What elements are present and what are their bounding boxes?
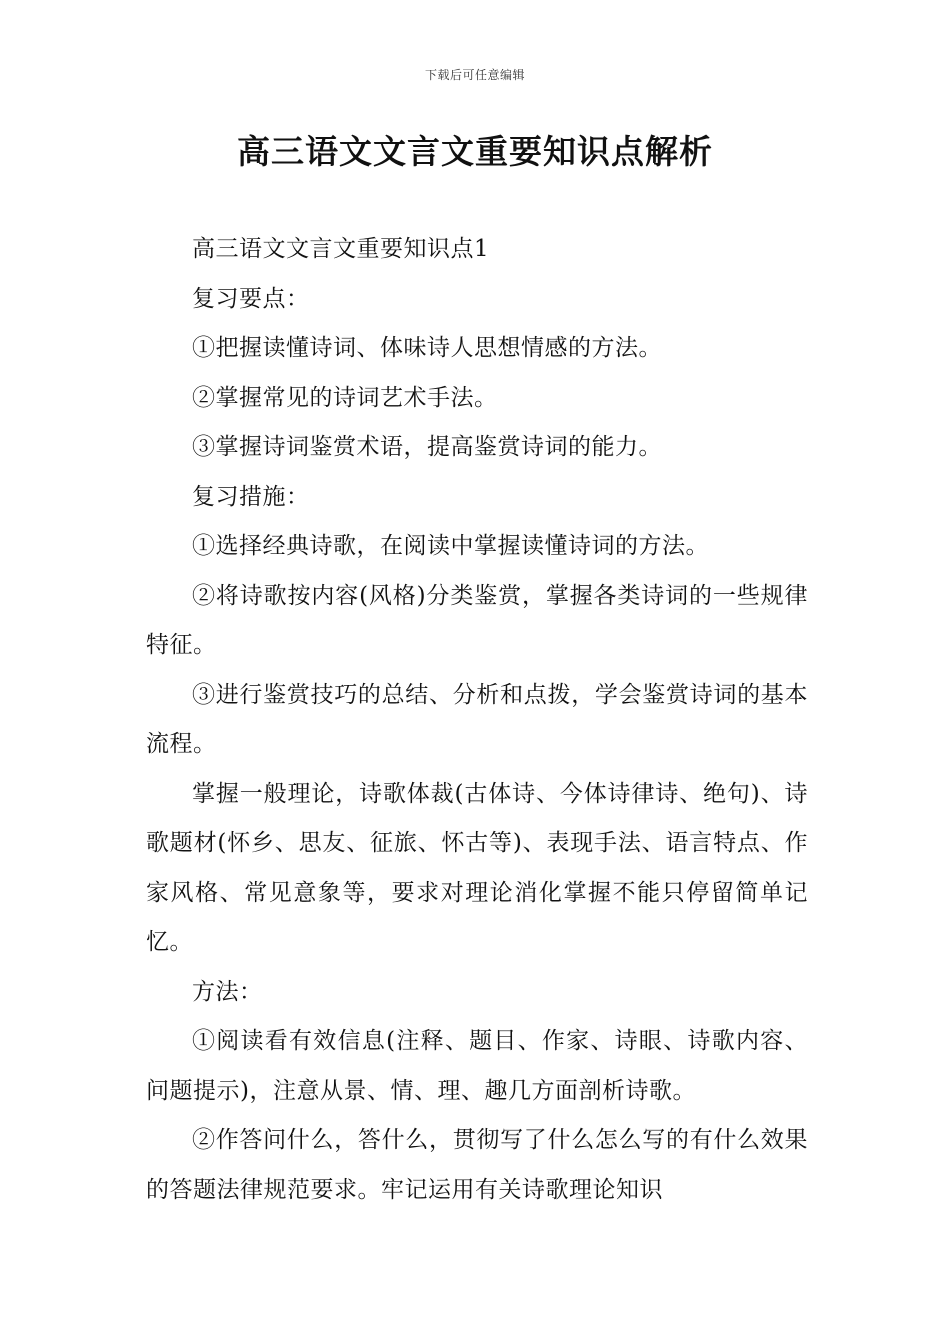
paragraph: ②掌握常见的诗词艺术手法。: [192, 384, 498, 411]
paragraph: ①阅读看有效信息(注释、题目、作家、诗眼、诗歌内容、问题提示)，注意从景、情、理、趣几方面剖析诗歌。: [146, 1028, 808, 1104]
paragraph: ②作答问什么，答什么，贯彻写了什么怎么写的有什么效果的答题法律规范要求。牢记运用有关诗歌理论知识: [146, 1127, 808, 1203]
paragraph: 复习措施：: [192, 483, 310, 510]
document-body: [146, 225, 808, 1215]
paragraph: ①选择经典诗歌，在阅读中掌握读懂诗词的方法。: [192, 533, 709, 559]
paragraph: ②将诗歌按内容(风格)分类鉴赏，掌握各类诗词的一些规律特征。: [146, 582, 808, 658]
paragraph: 方法：: [192, 978, 263, 1005]
paragraph: 复习要点：: [192, 285, 310, 312]
paragraph: ③掌握诗词鉴赏术语，提高鉴赏诗词的能力。: [192, 434, 662, 460]
paragraph: ③进行鉴赏技巧的总结、分析和点拨，学会鉴赏诗词的基本流程。: [146, 681, 808, 757]
paragraph: 掌握一般理论，诗歌体裁(古体诗、今体诗律诗、绝句)、诗歌题材(怀乡、思友、征旅、怀古等)、表现手法、语言特点、作家风格、常见意象等，要求对理论消化掌握不能只停留简单记忆。: [146, 780, 808, 955]
header-note: 下载后可任意编辑: [424, 68, 525, 82]
paragraph: ①把握读懂诗词、体味诗人思想情感的方法。: [192, 335, 662, 361]
document-title: 高三语文文言文重要知识点解析: [237, 132, 713, 171]
paragraph: 高三语文文言文重要知识点1: [192, 236, 490, 262]
